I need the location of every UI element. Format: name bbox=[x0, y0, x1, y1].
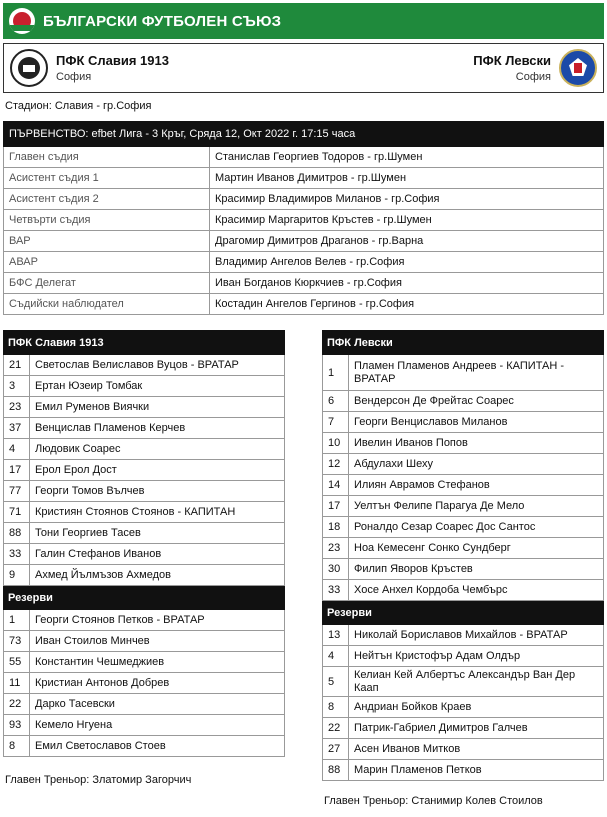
player-name[interactable]: Константин Чешмеджиев bbox=[35, 655, 165, 668]
player-name[interactable]: Емил Светославов Стоев bbox=[35, 739, 166, 752]
official-row bbox=[3, 252, 604, 273]
player-row bbox=[3, 418, 285, 439]
player-name[interactable]: Нейтън Кристофър Адам Олдър bbox=[354, 649, 521, 662]
player-row bbox=[3, 502, 285, 523]
player-row bbox=[3, 565, 285, 586]
player-name[interactable]: Абдулахи Шеху bbox=[354, 457, 434, 470]
player-number: 18 bbox=[323, 517, 349, 537]
player-number: 17 bbox=[4, 460, 30, 480]
home-coach: Главен Треньор: Златомир Загорчич bbox=[5, 774, 192, 786]
player-number: 1 bbox=[4, 610, 30, 630]
player-row bbox=[322, 559, 604, 580]
player-row bbox=[322, 475, 604, 496]
official-row bbox=[3, 231, 604, 252]
player-name[interactable]: Ерол Ерол Дост bbox=[35, 463, 117, 476]
player-number: 8 bbox=[4, 736, 30, 756]
player-number: 88 bbox=[4, 523, 30, 543]
official-role: БФС Делегат bbox=[4, 273, 210, 293]
player-row bbox=[3, 610, 285, 631]
player-name[interactable]: Кемело Нгуена bbox=[35, 718, 113, 731]
official-row bbox=[3, 273, 604, 294]
official-name: Владимир Ангелов Велев - гр.София bbox=[215, 256, 405, 268]
official-role: Главен съдия bbox=[4, 147, 210, 167]
player-row bbox=[322, 391, 604, 412]
official-row bbox=[3, 210, 604, 231]
competition-header: ПЪРВЕНСТВО: efbet Лига - 3 Кръг, Сряда 12, Окт 2022 г. 17:15 часа bbox=[3, 121, 604, 147]
player-name[interactable]: Светослав Велиславов Вуцов - ВРАТАР bbox=[35, 358, 239, 371]
away-team-city: София bbox=[515, 71, 551, 83]
player-name[interactable]: Марин Пламенов Петков bbox=[354, 763, 482, 776]
player-name[interactable]: Пламен Пламенов Андреев - КАПИТАН - ВРАТАР bbox=[354, 359, 565, 385]
player-number: 10 bbox=[323, 433, 349, 453]
player-row bbox=[3, 523, 285, 544]
official-role: Асистент съдия 1 bbox=[4, 168, 210, 188]
page-title: БЪЛГАРСКИ ФУТБОЛЕН СЪЮЗ bbox=[43, 12, 282, 30]
player-number: 37 bbox=[4, 418, 30, 438]
home-team-city: София bbox=[56, 71, 92, 83]
player-row bbox=[3, 355, 285, 376]
player-number: 33 bbox=[4, 544, 30, 564]
player-name[interactable]: Асен Иванов Митков bbox=[354, 742, 461, 755]
player-number: 14 bbox=[323, 475, 349, 495]
player-row bbox=[322, 412, 604, 433]
away-crest-icon bbox=[559, 49, 597, 87]
stadium-info: Стадион: Славия - гр.София bbox=[5, 100, 152, 112]
player-name[interactable]: Уелтън Фелипе Парагуа Де Мело bbox=[354, 499, 525, 512]
official-row bbox=[3, 168, 604, 189]
player-row bbox=[322, 580, 604, 601]
player-row bbox=[3, 631, 285, 652]
home-team-name[interactable]: ПФК Славия 1913 bbox=[56, 53, 169, 68]
player-name[interactable]: Роналдо Сезар Соарес Дос Сантос bbox=[354, 520, 536, 533]
player-row bbox=[3, 694, 285, 715]
player-number: 6 bbox=[323, 391, 349, 411]
player-number: 73 bbox=[4, 631, 30, 651]
player-row bbox=[3, 439, 285, 460]
player-number: 22 bbox=[323, 718, 349, 738]
reserves-title: Резерви bbox=[3, 586, 285, 610]
official-name: Красимир Владимиров Миланов - гр.София bbox=[215, 193, 440, 205]
player-number: 11 bbox=[4, 673, 30, 693]
player-row bbox=[322, 760, 604, 781]
official-row bbox=[3, 147, 604, 168]
player-row bbox=[3, 544, 285, 565]
player-name[interactable]: Галин Стефанов Иванов bbox=[35, 547, 162, 560]
player-number: 8 bbox=[323, 697, 349, 717]
away-squad-table bbox=[322, 330, 604, 781]
player-name[interactable]: Георги Томов Вълчев bbox=[35, 484, 145, 497]
player-number: 27 bbox=[323, 739, 349, 759]
player-name[interactable]: Ноа Кемесенг Сонко Сундберг bbox=[354, 541, 511, 554]
player-row bbox=[322, 667, 604, 697]
player-number: 3 bbox=[4, 376, 30, 396]
player-name[interactable]: Ахмед Йълмъзов Ахмедов bbox=[35, 568, 171, 581]
away-team-name[interactable]: ПФК Левски bbox=[473, 53, 551, 68]
player-row bbox=[322, 433, 604, 454]
player-row bbox=[3, 673, 285, 694]
official-name: Костадин Ангелов Гергинов - гр.София bbox=[215, 298, 415, 310]
official-row bbox=[3, 294, 604, 315]
match-header bbox=[3, 43, 604, 93]
player-name[interactable]: Тони Георгиев Тасев bbox=[35, 526, 141, 539]
official-name: Иван Богданов Кюркчиев - гр.София bbox=[215, 277, 402, 289]
player-number: 93 bbox=[4, 715, 30, 735]
player-number: 5 bbox=[323, 667, 349, 696]
player-row bbox=[322, 355, 604, 391]
player-row bbox=[3, 736, 285, 757]
player-row bbox=[3, 481, 285, 502]
player-row bbox=[322, 496, 604, 517]
player-number: 9 bbox=[4, 565, 30, 585]
player-number: 4 bbox=[4, 439, 30, 459]
player-number: 17 bbox=[323, 496, 349, 516]
official-role: Асистент съдия 2 bbox=[4, 189, 210, 209]
official-name: Станислав Георгиев Тодоров - гр.Шумен bbox=[215, 151, 423, 163]
player-number: 77 bbox=[4, 481, 30, 501]
player-name[interactable]: Ертан Юзеир Томбак bbox=[35, 379, 143, 392]
player-row bbox=[322, 739, 604, 760]
player-row bbox=[3, 397, 285, 418]
player-name[interactable]: Иван Стоилов Минчев bbox=[35, 634, 150, 647]
official-name: Драгомир Димитров Драганов - гр.Варна bbox=[215, 235, 424, 247]
player-number: 71 bbox=[4, 502, 30, 522]
player-name[interactable]: Кристиан Антонов Добрев bbox=[35, 676, 170, 689]
player-name[interactable]: Людовик Соарес bbox=[35, 442, 121, 455]
player-number: 21 bbox=[4, 355, 30, 375]
player-row bbox=[322, 454, 604, 475]
player-number: 23 bbox=[4, 397, 30, 417]
player-name[interactable]: Келиан Кей Албертъс Александър Ван Дер Каап bbox=[354, 668, 576, 694]
bfs-logo-icon bbox=[9, 8, 35, 34]
player-name[interactable]: Емил Руменов Виячки bbox=[35, 400, 150, 413]
official-row bbox=[3, 189, 604, 210]
squad-title: ПФК Левски bbox=[322, 330, 604, 355]
player-number: 23 bbox=[323, 538, 349, 558]
player-row bbox=[3, 715, 285, 736]
official-name: Красимир Маргаритов Кръстев - гр.Шумен bbox=[215, 214, 432, 226]
home-squad-table bbox=[3, 330, 285, 757]
official-name: Мартин Иванов Димитров - гр.Шумен bbox=[215, 172, 407, 184]
official-role: ВАР bbox=[4, 231, 210, 251]
player-name[interactable]: Дарко Тасевски bbox=[35, 697, 115, 710]
home-crest-icon bbox=[10, 49, 48, 87]
player-number: 55 bbox=[4, 652, 30, 672]
squad-title: ПФК Славия 1913 bbox=[3, 330, 285, 355]
player-number: 4 bbox=[323, 646, 349, 666]
player-row bbox=[3, 460, 285, 481]
player-number: 88 bbox=[323, 760, 349, 780]
player-row bbox=[322, 538, 604, 559]
player-name[interactable]: Патрик-Габриел Димитров Галчев bbox=[354, 721, 528, 734]
player-row bbox=[322, 718, 604, 739]
player-number: 33 bbox=[323, 580, 349, 600]
player-number: 30 bbox=[323, 559, 349, 579]
official-role: Четвърти съдия bbox=[4, 210, 210, 230]
player-row bbox=[322, 697, 604, 718]
player-number: 7 bbox=[323, 412, 349, 432]
player-row bbox=[3, 652, 285, 673]
player-name[interactable]: Вендерсон Де Фрейтас Соарес bbox=[354, 394, 514, 407]
player-number: 13 bbox=[323, 625, 349, 645]
official-role: АВАР bbox=[4, 252, 210, 272]
official-role: Съдийски наблюдател bbox=[4, 294, 210, 314]
player-row bbox=[322, 625, 604, 646]
player-name[interactable]: Хосе Анхел Кордоба Чембърс bbox=[354, 583, 508, 596]
player-name[interactable]: Илиян Аврамов Стефанов bbox=[354, 478, 490, 491]
player-name[interactable]: Николай Бориславов Михайлов - ВРАТАР bbox=[354, 628, 568, 641]
player-name[interactable]: Георги Венциславов Миланов bbox=[354, 415, 508, 428]
player-number: 12 bbox=[323, 454, 349, 474]
player-name[interactable]: Кристиян Стоянов Стоянов - КАПИТАН bbox=[35, 505, 236, 518]
reserves-title: Резерви bbox=[322, 601, 604, 625]
player-row bbox=[322, 646, 604, 667]
officials-table bbox=[3, 121, 604, 315]
player-name[interactable]: Филип Яворов Кръстев bbox=[354, 562, 473, 575]
player-number: 22 bbox=[4, 694, 30, 714]
away-coach: Главен Треньор: Станимир Колев Стоилов bbox=[324, 795, 543, 807]
top-bar bbox=[3, 3, 604, 39]
player-name[interactable]: Георги Стоянов Петков - ВРАТАР bbox=[35, 613, 205, 626]
player-number: 1 bbox=[323, 355, 349, 390]
player-row bbox=[3, 376, 285, 397]
player-name[interactable]: Ивелин Иванов Попов bbox=[354, 436, 468, 449]
player-name[interactable]: Андриан Бойков Краев bbox=[354, 700, 472, 713]
player-row bbox=[322, 517, 604, 538]
player-name[interactable]: Венцислав Пламенов Керчев bbox=[35, 421, 186, 434]
